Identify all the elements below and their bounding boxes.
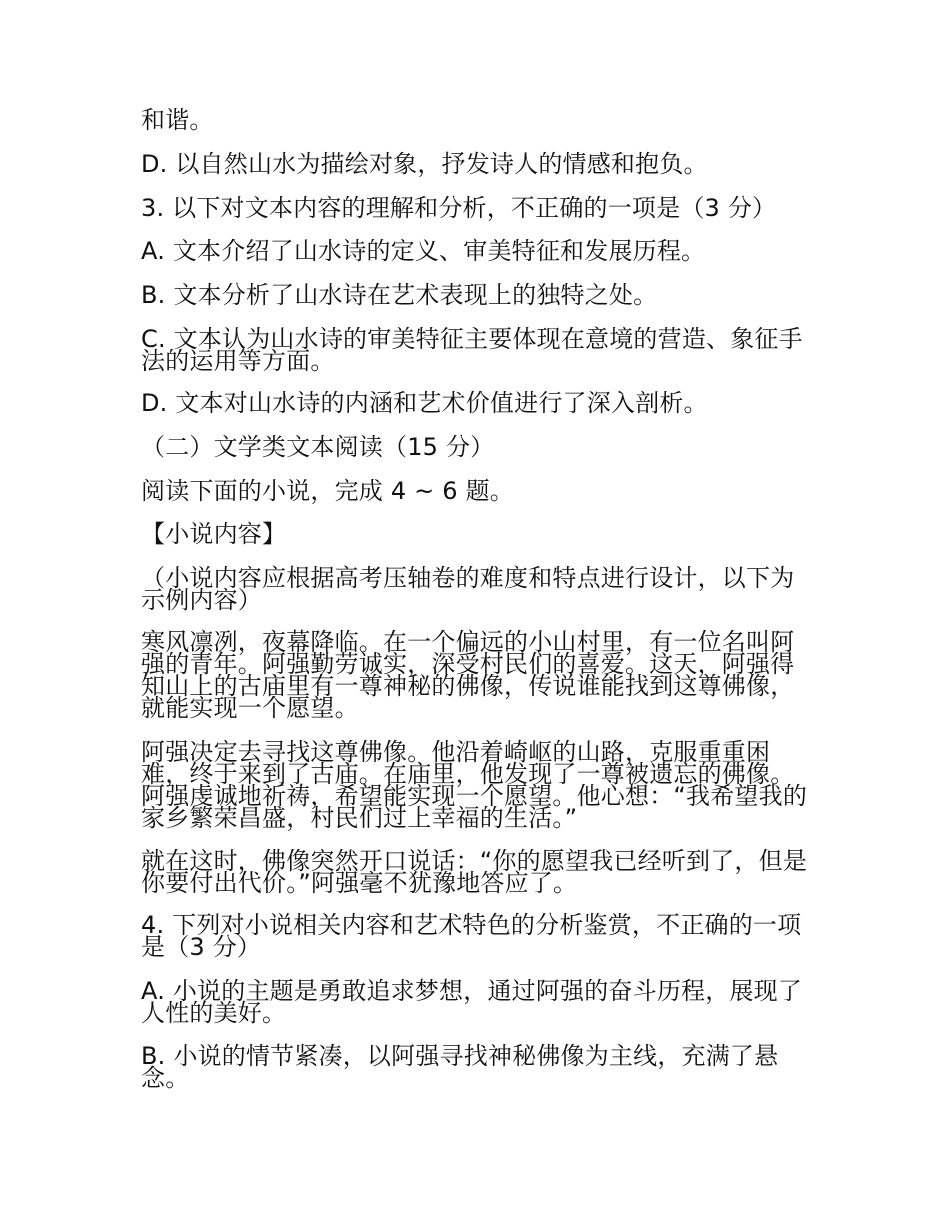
section-heading: （二）文学类文本阅读（15 分） xyxy=(141,433,495,461)
option-d-q3: D. 文本对山水诗的内涵和艺术价值进行了深入剖析。 xyxy=(141,389,708,417)
option-d-q2: D. 以自然山水为描绘对象，抒发诗人的情感和抱负。 xyxy=(141,150,708,178)
option-a-q3: A. 文本介绍了山水诗的定义、审美特征和发展历程。 xyxy=(141,237,706,265)
question-4: 4. 下列对小说相关内容和艺术特色的分析鉴赏，不正确的一项是（3 分） xyxy=(141,911,802,961)
reading-instruction: 阅读下面的小说，完成 4 ~ 6 题。 xyxy=(141,477,514,505)
story-note: （小说内容应根据高考压轴卷的难度和特点进行设计，以下为示例内容） xyxy=(141,564,795,614)
story-paragraph-3: 就在这时，佛像突然开口说话：“你的愿望我已经听到了，但是你要付出代价。”阿强毫不犹豫地答应了。 xyxy=(141,847,808,897)
story-heading: 【小说内容】 xyxy=(141,520,287,548)
question-3: 3. 以下对文本内容的理解和分析，不正确的一项是（3 分） xyxy=(141,194,777,222)
option-c-q3: C. 文本认为山水诗的审美特征主要体现在意境的营造、象征手法的运用等方面。 xyxy=(141,325,803,375)
option-b-q3: B. 文本分析了山水诗在艺术表现上的独特之处。 xyxy=(141,281,658,309)
option-b-q4: B. 小说的情节紧凑，以阿强寻找神秘佛像为主线，充满了悬念。 xyxy=(141,1042,779,1092)
text-continuation: 和谐。 xyxy=(141,106,214,134)
story-paragraph-1: 寒风凛冽，夜幕降临。在一个偏远的小山村里，有一位名叫阿强的青年。阿强勤劳诚实，深受村民们的喜爱。这天，阿强得知山上的古庙里有一尊神秘的佛像，传说谁能找到这尊佛像，就能实现一个愿望。 xyxy=(141,628,795,722)
story-paragraph-2: 阿强决定去寻找这尊佛像。他沿着崎岖的山路，克服重重困难，终于来到了古庙。在庙里，他发现了一尊被遗忘的佛像。阿强虔诚地祈祷，希望能实现一个愿望。他心想：“我希望我的家乡繁荣昌盛，村民们过上幸福的生活。” xyxy=(141,738,808,832)
option-a-q4: A. 小说的主题是勇敢追求梦想，通过阿强的奋斗历程，展现了人性的美好。 xyxy=(141,977,803,1027)
